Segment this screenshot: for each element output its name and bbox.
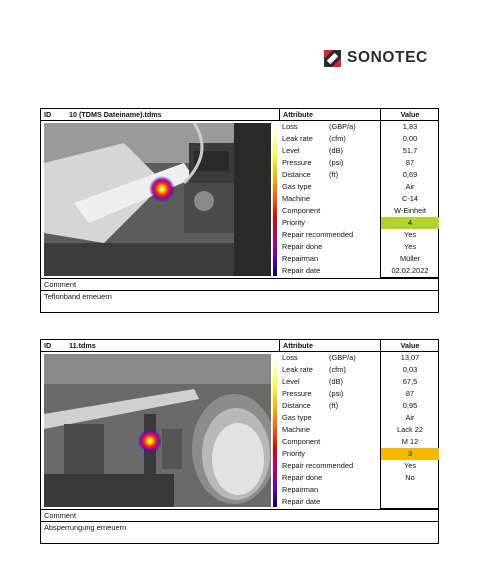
attr-unit: (dB) — [329, 146, 343, 155]
attr-unit: (ft) — [329, 170, 339, 179]
table-row — [279, 157, 438, 169]
attribute-table — [279, 352, 438, 508]
attribute-header: Attribute — [279, 340, 380, 351]
attr-label: Repairman — [282, 254, 319, 263]
attr-label: Component — [282, 206, 321, 215]
comment-divider — [41, 509, 438, 510]
comment-divider — [41, 278, 438, 279]
table-row — [279, 412, 438, 424]
attr-label: Repairman — [282, 485, 319, 494]
attr-label: Machine — [282, 425, 310, 434]
id-label: ID — [44, 341, 52, 350]
attr-value: 0,00 — [380, 133, 439, 145]
color-scale-bar — [273, 123, 277, 276]
attr-value: Lack 22 — [380, 424, 439, 436]
attr-value: Yes — [380, 229, 439, 241]
comment-label: Comment — [44, 280, 77, 289]
table-row — [279, 265, 438, 277]
table-row — [279, 145, 438, 157]
report-id: 10 (TDMS Dateiname).tdms — [69, 110, 162, 119]
attr-value: C-14 — [380, 193, 439, 205]
attr-label: Distance — [282, 170, 311, 179]
attr-unit: (dB) — [329, 377, 343, 386]
acoustic-camera-image — [44, 354, 271, 507]
table-row — [279, 388, 438, 400]
attr-value: Müller — [380, 253, 439, 265]
value-header: Value — [380, 109, 439, 120]
table-row — [279, 496, 438, 508]
brand-name: SONOTEC — [347, 49, 428, 66]
table-row — [279, 352, 438, 364]
table-row — [279, 181, 438, 193]
attr-label: Repair recommended — [282, 461, 354, 470]
attr-unit: (cfm) — [329, 365, 346, 374]
attr-label: Pressure — [282, 389, 312, 398]
attr-label: Repair date — [282, 497, 321, 506]
priority-value: 4 — [380, 217, 439, 229]
table-row — [279, 253, 438, 265]
value-header: Value — [380, 340, 439, 351]
attr-value: 0,95 — [380, 400, 439, 412]
attr-label: Repair done — [282, 473, 323, 482]
leak-report-2 — [40, 339, 439, 544]
attr-label: Level — [282, 146, 300, 155]
comment-label: Comment — [44, 511, 77, 520]
attr-value: 02.02.2022 — [380, 265, 439, 278]
attr-value — [380, 496, 439, 509]
attr-value: 87 — [380, 388, 439, 400]
comment-text: Absperrungung erneuern — [44, 523, 127, 532]
attr-value: No — [380, 472, 439, 484]
attr-value: 0,69 — [380, 169, 439, 181]
attr-value: M 12 — [380, 436, 439, 448]
table-row — [279, 436, 438, 448]
table-row — [279, 121, 438, 133]
attr-label: Loss — [282, 122, 298, 131]
attr-label: Pressure — [282, 158, 312, 167]
attr-value: Air — [380, 181, 439, 193]
attr-label: Level — [282, 377, 300, 386]
attr-label: Priority — [282, 449, 305, 458]
attr-unit: (GBP/a) — [329, 122, 356, 131]
comment-label-divider — [41, 290, 438, 291]
table-row — [279, 424, 438, 436]
sonotec-logo — [324, 49, 439, 67]
table-row — [279, 448, 438, 460]
table-row — [279, 400, 438, 412]
attr-label: Loss — [282, 353, 298, 362]
attr-value: 67,5 — [380, 376, 439, 388]
acoustic-camera-image — [44, 123, 271, 276]
attr-value: Yes — [380, 460, 439, 472]
id-label: ID — [44, 110, 52, 119]
table-row — [279, 229, 438, 241]
attr-value: 87 — [380, 157, 439, 169]
attr-label: Priority — [282, 218, 305, 227]
attribute-header: Attribute — [279, 109, 380, 120]
priority-value: 3 — [380, 448, 439, 460]
attr-label: Gas type — [282, 413, 312, 422]
attr-label: Distance — [282, 401, 311, 410]
attr-label: Leak rate — [282, 365, 313, 374]
attr-label: Repair recommended — [282, 230, 354, 239]
attr-value: Yes — [380, 241, 439, 253]
table-row — [279, 472, 438, 484]
attr-value: 0,03 — [380, 364, 439, 376]
table-row — [279, 376, 438, 388]
comment-label-divider — [41, 521, 438, 522]
attr-unit: (ft) — [329, 401, 339, 410]
attr-value: 13,07 — [380, 352, 439, 364]
leak-report-1 — [40, 108, 439, 313]
attr-unit: (GBP/a) — [329, 353, 356, 362]
table-row — [279, 484, 438, 496]
attr-label: Leak rate — [282, 134, 313, 143]
table-row — [279, 193, 438, 205]
attr-label: Repair date — [282, 266, 321, 275]
attribute-table — [279, 121, 438, 277]
table-row — [279, 169, 438, 181]
table-row — [279, 217, 438, 229]
table-row — [279, 364, 438, 376]
attr-value: W-Einheit — [380, 205, 439, 217]
attr-unit: (cfm) — [329, 134, 346, 143]
table-row — [279, 460, 438, 472]
color-scale-bar — [273, 354, 277, 507]
attr-value: 1,83 — [380, 121, 439, 133]
table-row — [279, 241, 438, 253]
attr-unit: (psi) — [329, 158, 344, 167]
report-id: 11.tdms — [69, 341, 96, 350]
table-row — [279, 205, 438, 217]
sonotec-logo-mark-icon — [324, 50, 341, 67]
table-row — [279, 133, 438, 145]
attr-value: 51,7 — [380, 145, 439, 157]
attr-label: Gas type — [282, 182, 312, 191]
attr-unit: (psi) — [329, 389, 344, 398]
attr-label: Repair done — [282, 242, 323, 251]
attr-value — [380, 484, 439, 496]
attr-label: Component — [282, 437, 321, 446]
comment-text: Teflonband erneuern — [44, 292, 112, 301]
attr-value: Air — [380, 412, 439, 424]
attr-label: Machine — [282, 194, 310, 203]
